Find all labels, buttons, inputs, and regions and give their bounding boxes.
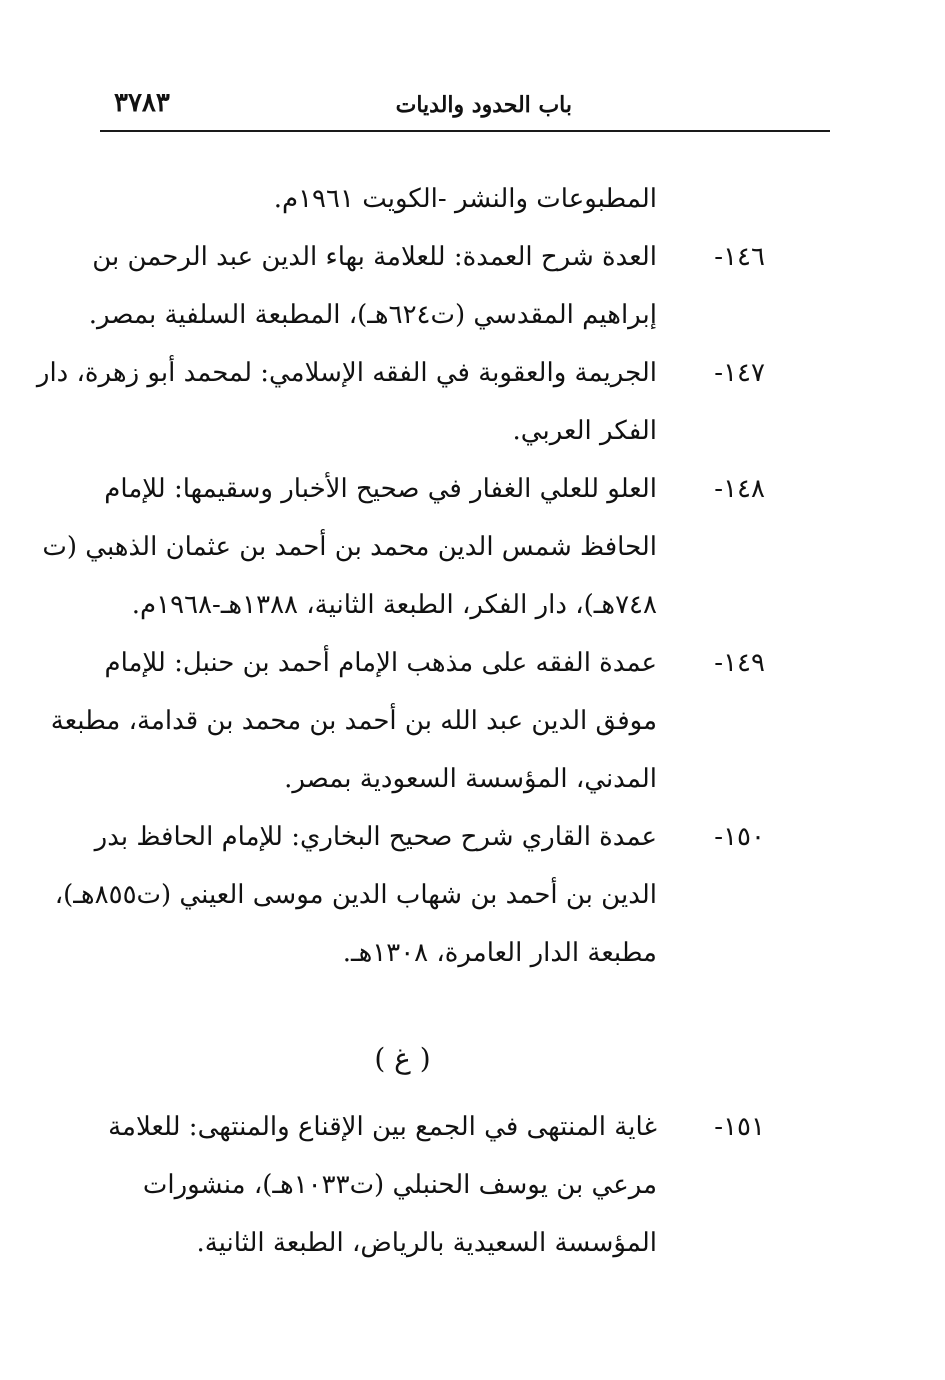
entry-line: إبراهيم المقدسي (ت٦٢٤هـ)، المطبعة السلفية بمصر. xyxy=(88,300,657,330)
entry-number: ١٤٦- xyxy=(714,242,765,272)
continuation-line xyxy=(100,170,765,228)
entry-text xyxy=(100,1098,657,1272)
entry-line: عمدة القاري شرح صحيح البخاري: للإمام الحافظ بدر xyxy=(94,822,657,852)
entry-number: ١٥٠- xyxy=(714,822,765,852)
entry-number: ١٤٩- xyxy=(714,648,765,678)
bibliography-entry xyxy=(54,808,765,982)
entry-text xyxy=(42,460,657,634)
entry-line: عمدة الفقه على مذهب الإمام أحمد بن حنبل: للإمام xyxy=(104,648,657,678)
entry-line: العدة شرح العمدة: للعلامة بهاء الدين عبد الرحمن بن xyxy=(92,242,657,272)
entry-line: ٧٤٨هـ)، دار الفكر، الطبعة الثانية، ١٣٨٨هـ-١٩٦٨م. xyxy=(131,590,657,620)
bibliography-entry xyxy=(42,460,765,634)
entry-text xyxy=(54,808,657,982)
continuation-text: المطبوعات والنشر -الكويت ١٩٦١م. xyxy=(273,184,657,214)
entry-line: المدني، المؤسسة السعودية بمصر. xyxy=(284,764,657,794)
section-heading-letter: ( غ ) xyxy=(374,1042,431,1075)
bibliography-entry xyxy=(100,1098,765,1272)
entry-line: مرعي بن يوسف الحنبلي (ت١٠٣٣هـ)، منشورات xyxy=(142,1170,657,1200)
entry-text xyxy=(50,634,657,808)
entry-line: المؤسسة السعيدية بالرياض، الطبعة الثانية. xyxy=(196,1228,657,1258)
bibliography-entry xyxy=(50,634,765,808)
entry-text xyxy=(36,344,657,460)
running-header xyxy=(100,86,830,132)
bibliography-entry xyxy=(88,228,765,344)
entry-line: الحافظ شمس الدين محمد بن أحمد بن عثمان الذهبي (ت xyxy=(42,532,657,562)
entry-text xyxy=(88,228,657,344)
bibliography-list xyxy=(36,170,765,1272)
entry-number: ١٤٧- xyxy=(714,358,765,388)
chapter-title: باب الحدود والديات xyxy=(395,92,572,118)
entry-line: الفكر العربي. xyxy=(512,416,657,446)
entry-line: الدين بن أحمد بن شهاب الدين موسى العيني (ت٨٥٥هـ)، xyxy=(54,880,657,910)
bibliography-entry xyxy=(36,344,765,460)
page-number: ٣٧٨٣ xyxy=(114,88,170,118)
entry-line: موفق الدين عبد الله بن أحمد بن محمد بن قدامة، مطبعة xyxy=(50,706,657,736)
entry-line: غاية المنتهى في الجمع بين الإقناع والمنتهى: للعلامة xyxy=(108,1112,657,1142)
entry-line: الجريمة والعقوبة في الفقه الإسلامي: لمحمد أبو زهرة، دار xyxy=(36,358,657,388)
entry-line: العلو للعلي الغفار في صحيح الأخبار وسقيمها: للإمام xyxy=(104,474,657,504)
entry-line: مطبعة الدار العامرة، ١٣٠٨هـ. xyxy=(342,938,657,968)
entry-number: ١٥١- xyxy=(714,1112,765,1142)
entry-number: ١٤٨- xyxy=(714,474,765,504)
